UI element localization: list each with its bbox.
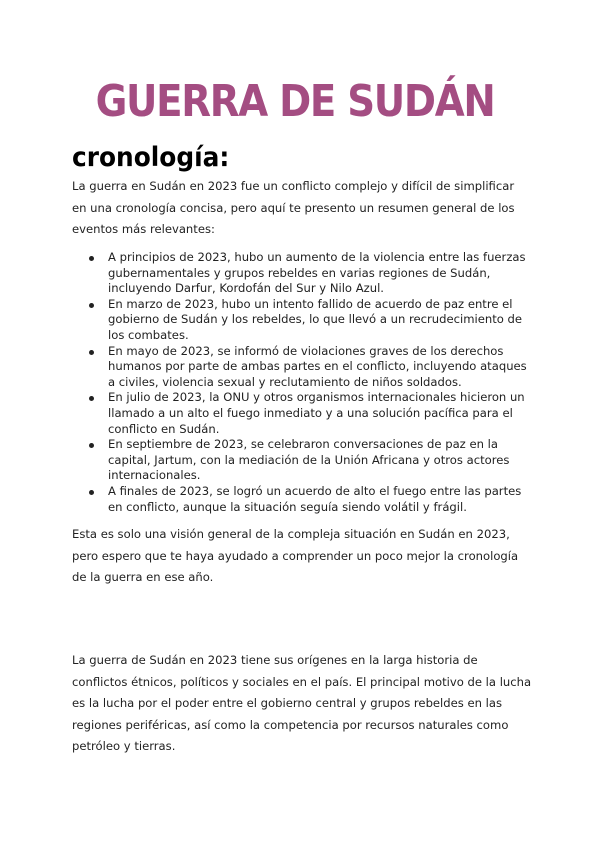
bullet-icon [89, 303, 94, 308]
list-item-text: En septiembre de 2023, se celebraron conversaciones de paz en la capital, Jartum, con la mediación de la Unión Africana y otros actores internacionales. [108, 437, 510, 483]
intro-paragraph: La guerra en Sudán en 2023 fue un conflicto complejo y difícil de simplificar en una cronología concisa, pero aquí te presento un resumen general de los eventos más relevantes: [72, 179, 515, 236]
list-item [72, 344, 532, 391]
list-item [72, 437, 532, 484]
list-item-text: A finales de 2023, se logró un acuerdo de alto el fuego entre las partes en conflicto, aunque la situación seguía siendo volátil y frágil. [108, 483, 522, 514]
list-item [72, 484, 532, 515]
section-heading: cronología: [72, 142, 230, 173]
bullet-icon [89, 256, 94, 261]
list-item [72, 250, 532, 297]
timeline-list [72, 250, 532, 515]
list-item [72, 297, 532, 344]
closing-paragraph: Esta es solo una visión general de la compleja situación en Sudán en 2023, pero espero que te haya ayudado a comprender un poco mejor la cronología de la guerra en ese año. [72, 527, 519, 584]
list-item [72, 390, 532, 437]
page-title: GUERRA DE SUDÁN [95, 76, 495, 127]
bullet-icon [89, 350, 94, 355]
list-item-text: En mayo de 2023, se informó de violaciones graves de los derechos humanos por parte de ambas partes en el conflicto, incluyendo ataques a civiles, violencia sexual y reclutamiento de niños soldados. [108, 343, 527, 389]
bullet-icon [89, 396, 94, 401]
bullet-icon [89, 443, 94, 448]
origins-paragraph: La guerra de Sudán en 2023 tiene sus orígenes en la larga historia de conflictos étnicos, políticos y sociales en el país. El principal motivo de la lucha es la lucha por el poder entre el gobierno central y grupos rebeldes en las regiones periféricas, así como la competencia por recursos naturales como petróleo y tierras. [72, 653, 532, 753]
list-item-text: A principios de 2023, hubo un aumento de la violencia entre las fuerzas gubernamentales y grupos rebeldes en varias regiones de Sudán, incluyendo Darfur, Kordofán del Sur y Nilo Azul. [108, 250, 526, 296]
list-item-text: En julio de 2023, la ONU y otros organismos internacionales hicieron un llamado a un alto el fuego inmediato y a una solución pacífica para el conflicto en Sudán. [108, 390, 525, 436]
bullet-icon [89, 490, 94, 495]
list-item-text: En marzo de 2023, hubo un intento fallido de acuerdo de paz entre el gobierno de Sudán y los rebeldes, lo que llevó a un recrudecimiento de los combates. [108, 296, 523, 342]
